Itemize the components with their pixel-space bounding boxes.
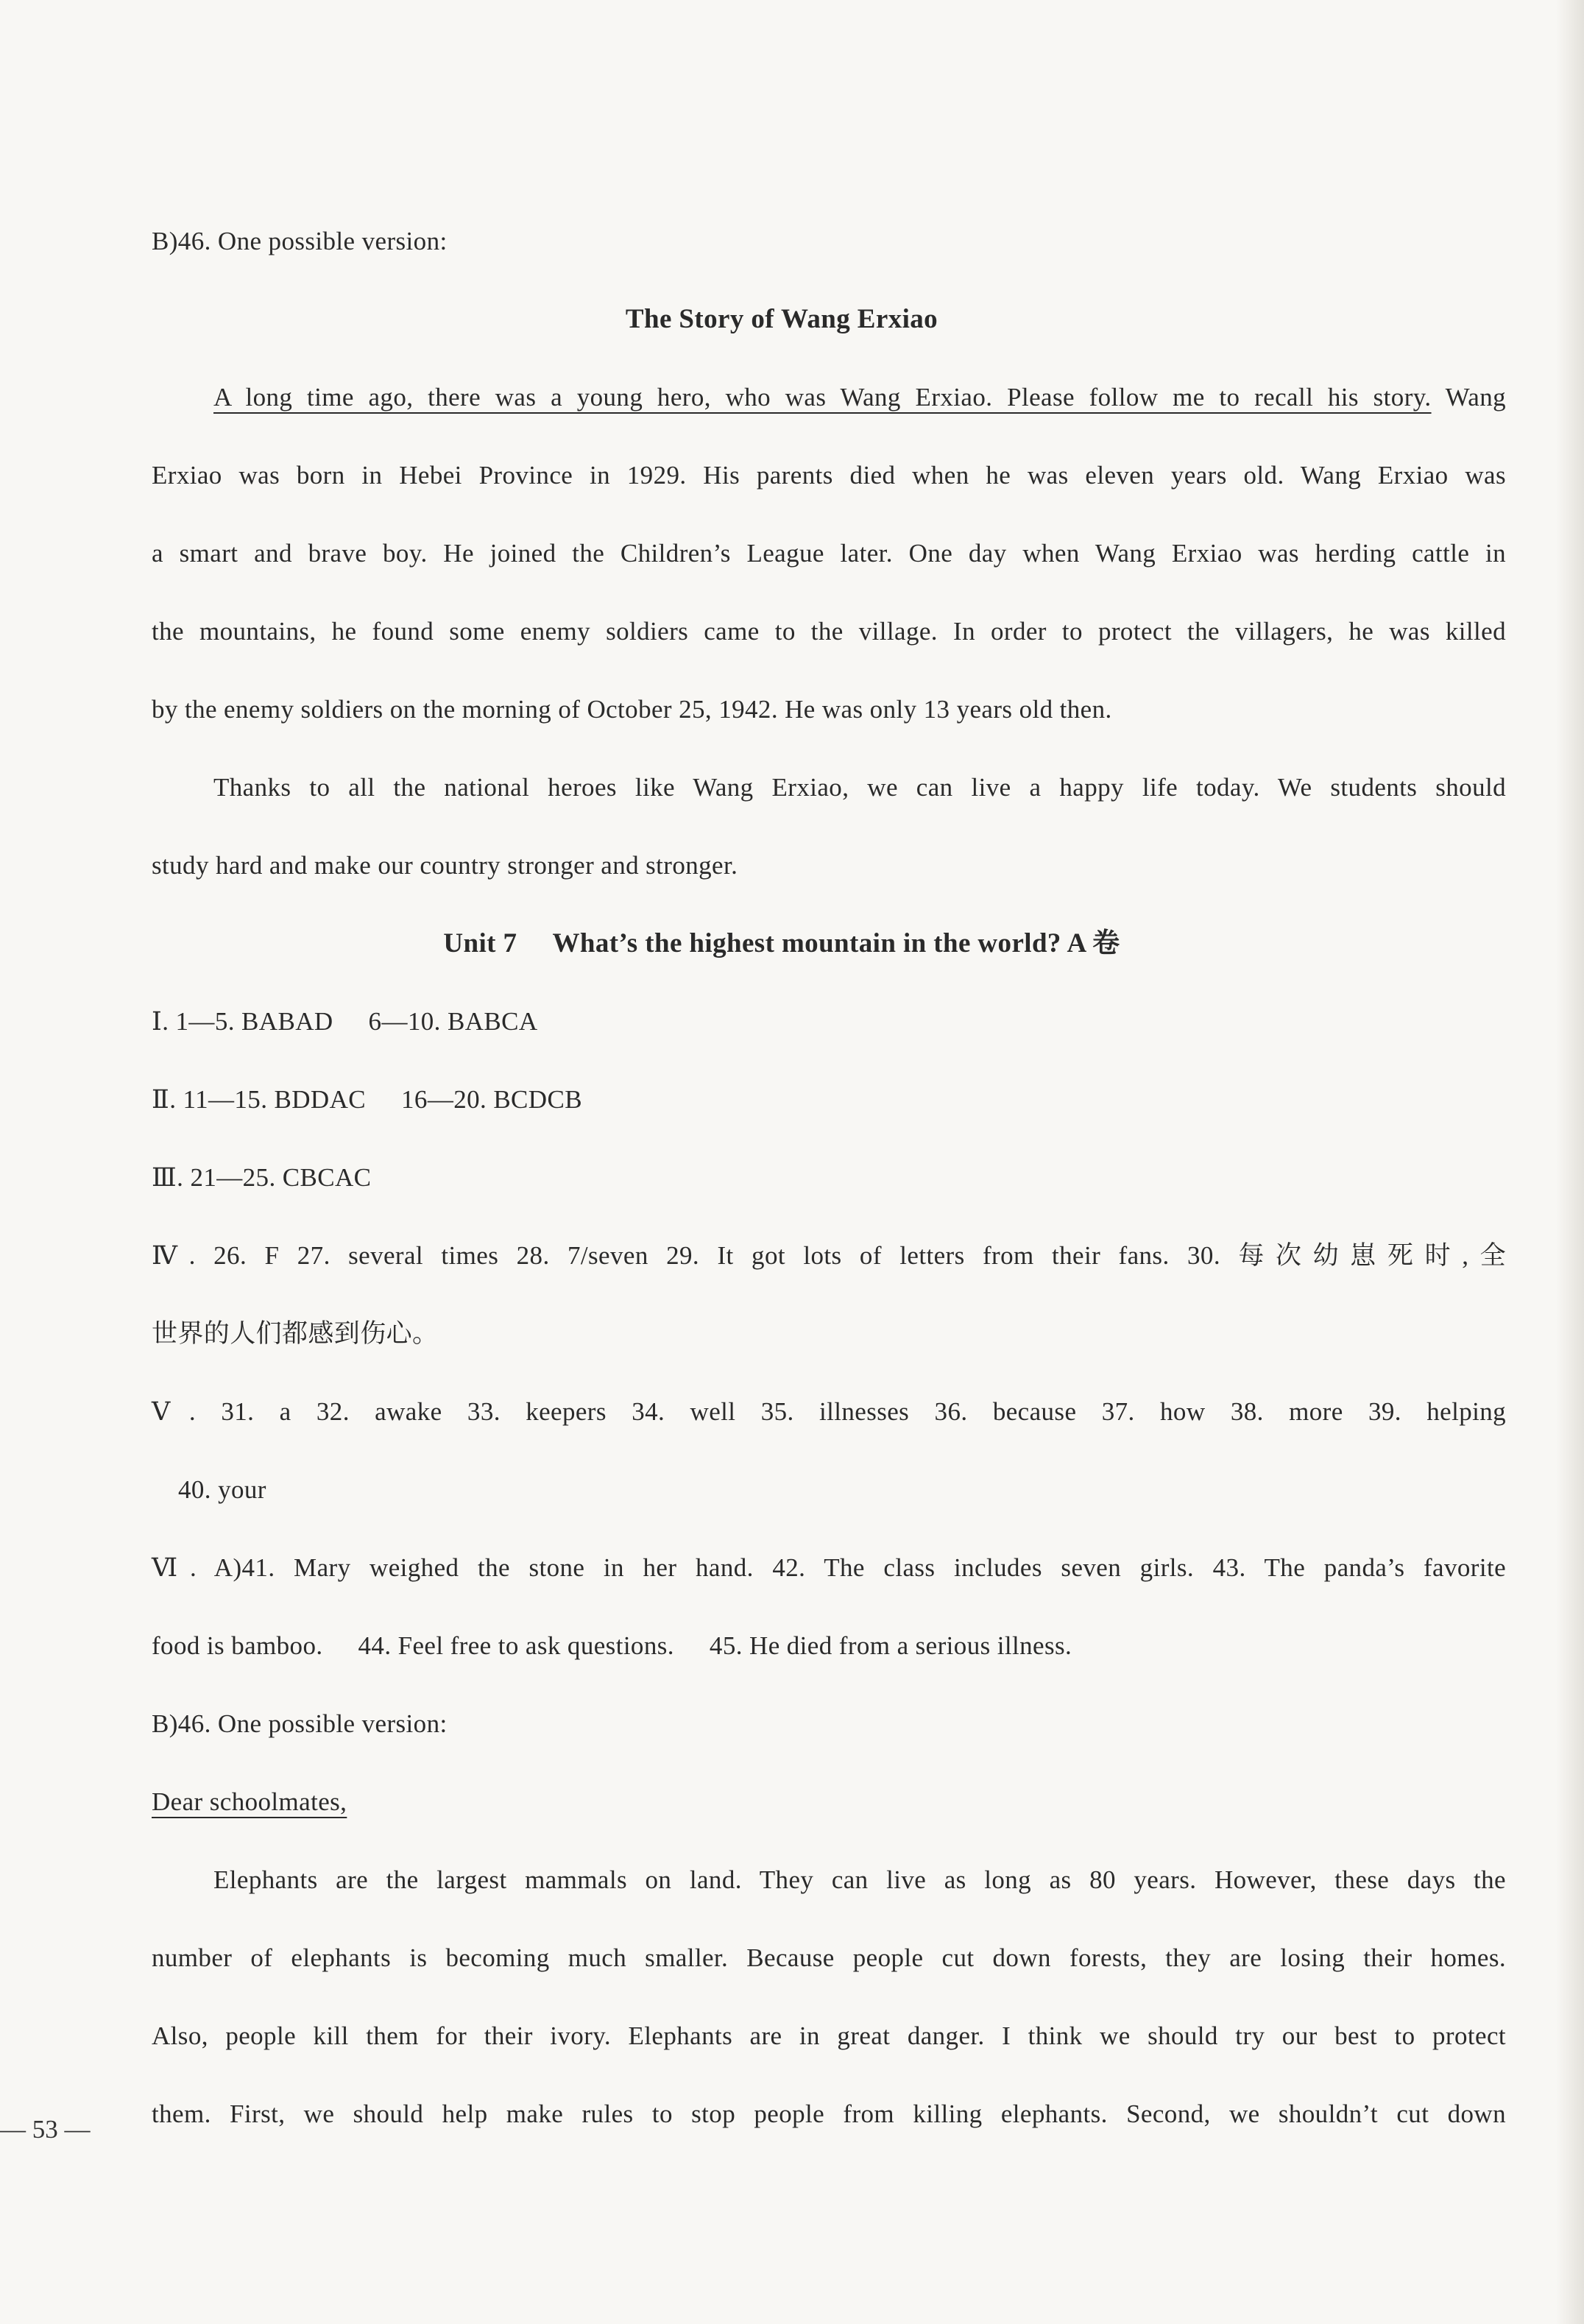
story-line: Erxiao was born in Hebei Province in 1929. His parents died when he was eleven years old. Wang Erxiao was — [152, 461, 1506, 490]
answer-section-6: Ⅵ. A)41. Mary weighed the stone in her hand. 42. The class includes seven girls. 43. The panda’s favorite — [152, 1553, 1507, 1582]
letter-line: Elephants are the largest mammals on land. They can live as long as 80 years. However, these days the — [213, 1865, 1506, 1894]
story-paragraph-1-line-1: A long time ago, there was a young hero, who was Wang Erxiao. Please follow me to recall his story. Wang — [213, 383, 1506, 412]
story-paragraph-2-line-1: Thanks to all the national heroes like Wang Erxiao, we can live a happy life today. We students should — [213, 773, 1506, 802]
page-number: — 53 — — [0, 2115, 91, 2144]
story-title: The Story of Wang Erxiao — [625, 304, 938, 334]
answer-section-1: Ⅰ. 1—5. BABAD 6—10. BABCA — [152, 1007, 538, 1036]
answer-section-3: Ⅲ. 21—25. CBCAC — [152, 1163, 372, 1192]
part-b-intro: B)46. One possible version: — [152, 227, 448, 255]
answer-section-4: Ⅳ. 26. F 27. several times 28. 7/seven 29. It got lots of letters from their fans. 30. 每次幼崽死时,全 — [152, 1241, 1507, 1270]
answer-section-4-cont: 世界的人们都感到伤心。 — [152, 1319, 439, 1348]
unit-heading — [0, 925, 1563, 962]
letter-line: number of elephants is becoming much smaller. Because people cut down forests, they are losing their homes. — [152, 1943, 1506, 1972]
answer-section-5: Ⅴ. 31. a 32. awake 33. keepers 34. well 35. illnesses 36. because 37. how 38. more 39. helping — [152, 1397, 1507, 1426]
letter-line: Also, people kill them for their ivory. Elephants are in great danger. I think we should try our best to protect — [152, 2021, 1506, 2050]
answer-section-5-cont: 40. your — [178, 1475, 266, 1504]
story-line: the mountains, he found some enemy soldiers came to the village. In order to protect the villagers, he was killed — [152, 617, 1506, 646]
unit-title: What’s the highest mountain in the world? — [552, 928, 1061, 958]
volume-label: A 卷 — [1067, 928, 1120, 958]
story-line: a smart and brave boy. He joined the Children’s League later. One day when Wang Erxiao was herding cattle in — [152, 539, 1506, 568]
page-edge-shadow — [1556, 0, 1584, 2324]
story-line: by the enemy soldiers on the morning of October 25, 1942. He was only 13 years old then. — [152, 695, 1112, 724]
answer-section-2: Ⅱ. 11—15. BDDAC 16—20. BCDCB — [152, 1085, 582, 1114]
letter-salutation: Dear schoolmates, — [152, 1787, 347, 1816]
unit-number: Unit 7 — [443, 928, 517, 958]
part-b-intro-2: B)46. One possible version: — [152, 1709, 448, 1738]
letter-line: them. First, we should help make rules to stop people from killing elephants. Second, we shouldn’t cut down — [152, 2099, 1506, 2128]
underlined-sentence: A long time ago, there was a young hero, who was Wang Erxiao. Please follow me to recall his story. — [213, 383, 1432, 412]
story-line: study hard and make our country stronger and stronger. — [152, 851, 738, 880]
answer-section-6-cont: food is bamboo. 44. Feel free to ask questions. 45. He died from a serious illness. — [152, 1631, 1072, 1660]
